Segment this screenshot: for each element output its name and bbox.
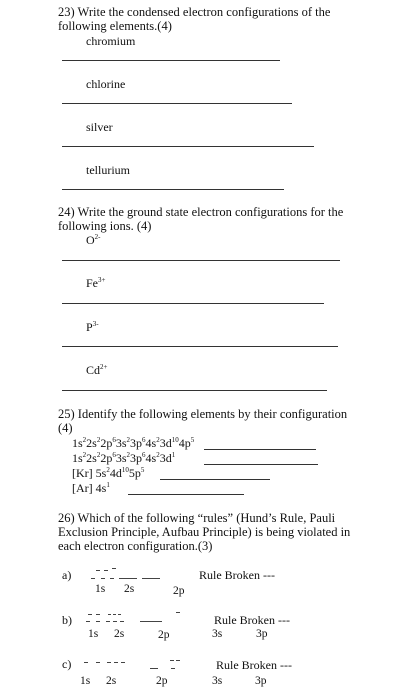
answer-line[interactable] xyxy=(62,260,340,261)
answer-line[interactable] xyxy=(204,464,318,465)
answer-line[interactable] xyxy=(62,60,280,61)
question-24: 24) Write the ground state electron configurations for the following ions. (4) xyxy=(58,205,344,233)
rule-broken-label: Rule Broken --- xyxy=(214,613,290,627)
question-25: 25) Identify the following elements by their configuration (4) xyxy=(58,407,348,435)
answer-line[interactable] xyxy=(62,346,338,347)
orbital-label: 2s xyxy=(114,628,125,640)
answer-line[interactable] xyxy=(62,146,314,147)
answer-line[interactable] xyxy=(204,449,316,450)
orbital-label: 2p xyxy=(173,585,185,597)
rule-broken-label: Rule Broken --- xyxy=(216,658,292,672)
ion-iron: $Fe^{3+}$ xyxy=(86,276,106,290)
item-chromium: chromium xyxy=(86,34,136,48)
answer-line[interactable] xyxy=(128,494,244,495)
orbital-label: 3p xyxy=(256,628,268,640)
question-23: 23) Write the condensed electron configurations of the following elements.(4) xyxy=(58,5,331,33)
orbital-label: 1s xyxy=(80,675,91,687)
ion-phosphide: $P^{3-}$ xyxy=(86,320,99,334)
orbital-label: 1s xyxy=(88,628,99,640)
orbital-label: 3s xyxy=(212,675,223,687)
answer-line[interactable] xyxy=(62,103,292,104)
config-4: [Ar] $4s^1$ xyxy=(72,481,110,495)
item-chlorine: chlorine xyxy=(86,77,126,91)
orbital-label: 2p xyxy=(158,629,170,641)
answer-line[interactable] xyxy=(62,303,324,304)
question-26: 26) Which of the following “rules” (Hund’s Rule, Pauli Exclusion Principle, Aufbau Principle) is being violated in each electron configuration.(3) xyxy=(58,511,351,553)
ion-cadmium: $Cd^{2+}$ xyxy=(86,363,108,377)
answer-line[interactable] xyxy=(62,390,327,391)
orbital-label: 3s xyxy=(212,628,223,640)
item-tellurium: tellurium xyxy=(86,163,130,177)
answer-line[interactable] xyxy=(62,189,284,190)
part-c-letter: c) xyxy=(62,657,72,671)
orbital-label: 1s xyxy=(95,583,106,595)
rule-broken-label: Rule Broken --- xyxy=(199,568,275,582)
orbital-label: 2s xyxy=(124,583,135,595)
orbital-label: 3p xyxy=(255,675,267,687)
ion-oxide: $O^{2-}$ xyxy=(86,233,101,247)
config-1: $1s^22s^22p^63s^23p^64s^23d^{10}4p^5$ xyxy=(72,436,195,450)
orbital-label: 2p xyxy=(156,675,168,687)
item-silver: silver xyxy=(86,120,113,134)
answer-line[interactable] xyxy=(160,479,270,480)
config-3: [Kr] $5s^24d^{10}5p^5$ xyxy=(72,466,145,480)
part-b-letter: b) xyxy=(62,613,72,627)
part-a-letter: a) xyxy=(62,568,72,582)
config-2: $1s^22s^22p^63s^23p^64s^23d^1$ xyxy=(72,451,176,465)
orbital-label: 2s xyxy=(106,675,117,687)
